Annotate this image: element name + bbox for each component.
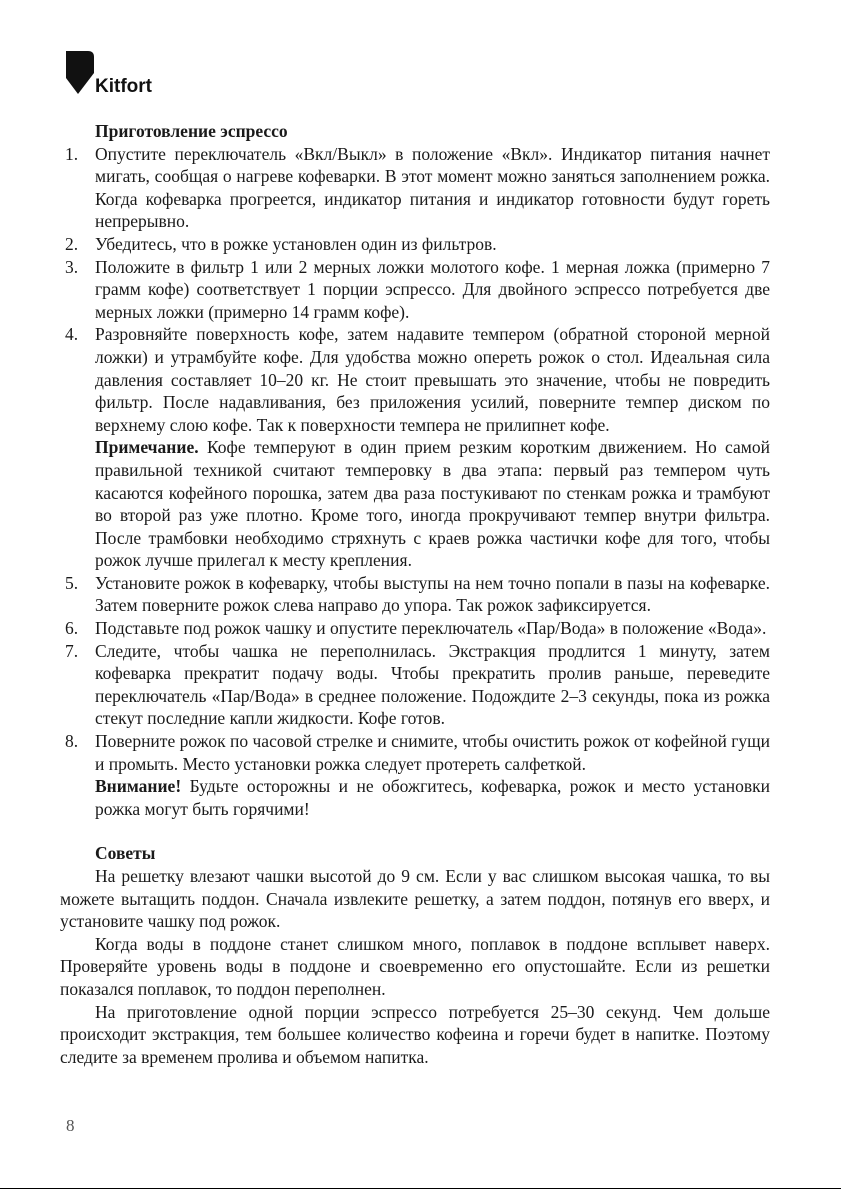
list-item: 6. Подставьте под рожок чашку и опустите переключатель «Пар/Вода» в положение «Вода». [65,618,767,639]
note-label: Примечание. [95,437,199,458]
page-number: 8 [66,1116,75,1135]
instructions-list [60,143,770,437]
list-item: 7. Следите, чтобы чашка не переполнилась. Экстракция продлится 1 минуту, затем кофеварка прекратит подачу воды. Чтобы прекратить пролив раньше, переведите переключатель «Пар/Вода» в среднее положение. Подождите 2–3 секунды, пока из рожка стекут последние капли жидкости. Кофе готов. [65,640,770,729]
list-item: 5. Установите рожок в кофеварку, чтобы выступы на нем точно попали в пазы на кофеварке. Затем поверните рожок слева направо до упора. Так рожок зафиксируется. [65,572,770,616]
note-text: Кофе темперуют в один прием резким коротким движением. Но самой правильной техникой считают темперовку в два этапа: первый раз темпером чуть касаются кофейного порошка, затем два раза постукивают по стенкам рожка и трамбуют во второй раз уже плотно. Кроме того, иногда прокручивают темпер внутри фильтра. После трамбовки необходимо стряхнуть с краев рожка частички кофе для того, чтобы рожок лучше прилегал к месту крепления. [95,437,770,571]
section-title-espresso: Приготовление эспрессо [95,121,288,141]
list-item: 3. Положите в фильтр 1 или 2 мерных ложки молотого кофе. 1 мерная ложка (примерно 7 грамм кофе) соответствует 1 порции эспрессо. Для двойного эспрессо потребуется две мерных ложки (примерно 14 грамм кофе). [65,256,770,322]
kitfort-logo-icon [65,48,95,96]
page-bottom-rule [0,1188,841,1189]
kitfort-logo [65,48,205,96]
list-item: 1. Опустите переключатель «Вкл/Выкл» в положение «Вкл». Индикатор питания начнет мигать, сообщая о нагреве кофеварки. В этот момент можно заняться заполнением рожка. Когда кофеварка прогреется, индикатор питания и индикатор готовности будут гореть непрерывно. [65,143,770,232]
list-item: 4. Разровняйте поверхность кофе, затем надавите темпером (обратной стороной мерной ложки) и утрамбуйте кофе. Для удобства можно опереть рожок о стол. Идеальная сила давления составляет 10–20 кг. Не стоит превышать это значение, чтобы не повредить фильтр. После надавливания, без приложения усилий, поверните темпер диском по верхнему слою кофе. Так к поверхности темпера не прилипнет кофе. [65,324,770,435]
warning-paragraph [60,775,770,820]
note-paragraph [60,436,770,572]
tips-paragraph: Когда воды в поддоне станет слишком много, поплавок в поддоне всплывет наверх. Проверяйте уровень воды в поддоне и своевременно его опустошайте. Если из решетки показался поплавок, то поддон переполнен. [60,933,770,999]
instructions-list-continued [60,572,770,775]
warning-label: Внимание! [95,776,182,797]
page-content [60,120,770,1068]
section-title-tips: Советы [95,843,156,864]
brand-name: Kitfort [95,76,152,97]
tips-paragraph: На приготовление одной порции эспрессо потребуется 25–30 секунд. Чем дольше происходит экстракция, тем большее количество кофеина и горечи будет в напитке. Поэтому следите за временем пролива и объемом напитка. [60,1001,770,1067]
list-item: 2. Убедитесь, что в рожке установлен один из фильтров. [65,233,497,254]
warning-text: Будьте осторожны и не обожгитесь, кофеварка, рожок и место установки рожка могут быть горячими! [95,776,770,819]
tips-paragraph: На решетку влезают чашки высотой до 9 см. Если у вас слишком высокая чашка, то вы можете вытащить поддон. Сначала извлеките решетку, а затем поддон, потянув его вверх, и установите чашку под рожок. [60,866,770,932]
section-spacer [60,820,770,842]
list-item: 8. Поверните рожок по часовой стрелке и снимите, чтобы очистить рожок от кофейной гущи и промыть. Место установки рожка следует протереть салфеткой. [65,731,770,774]
